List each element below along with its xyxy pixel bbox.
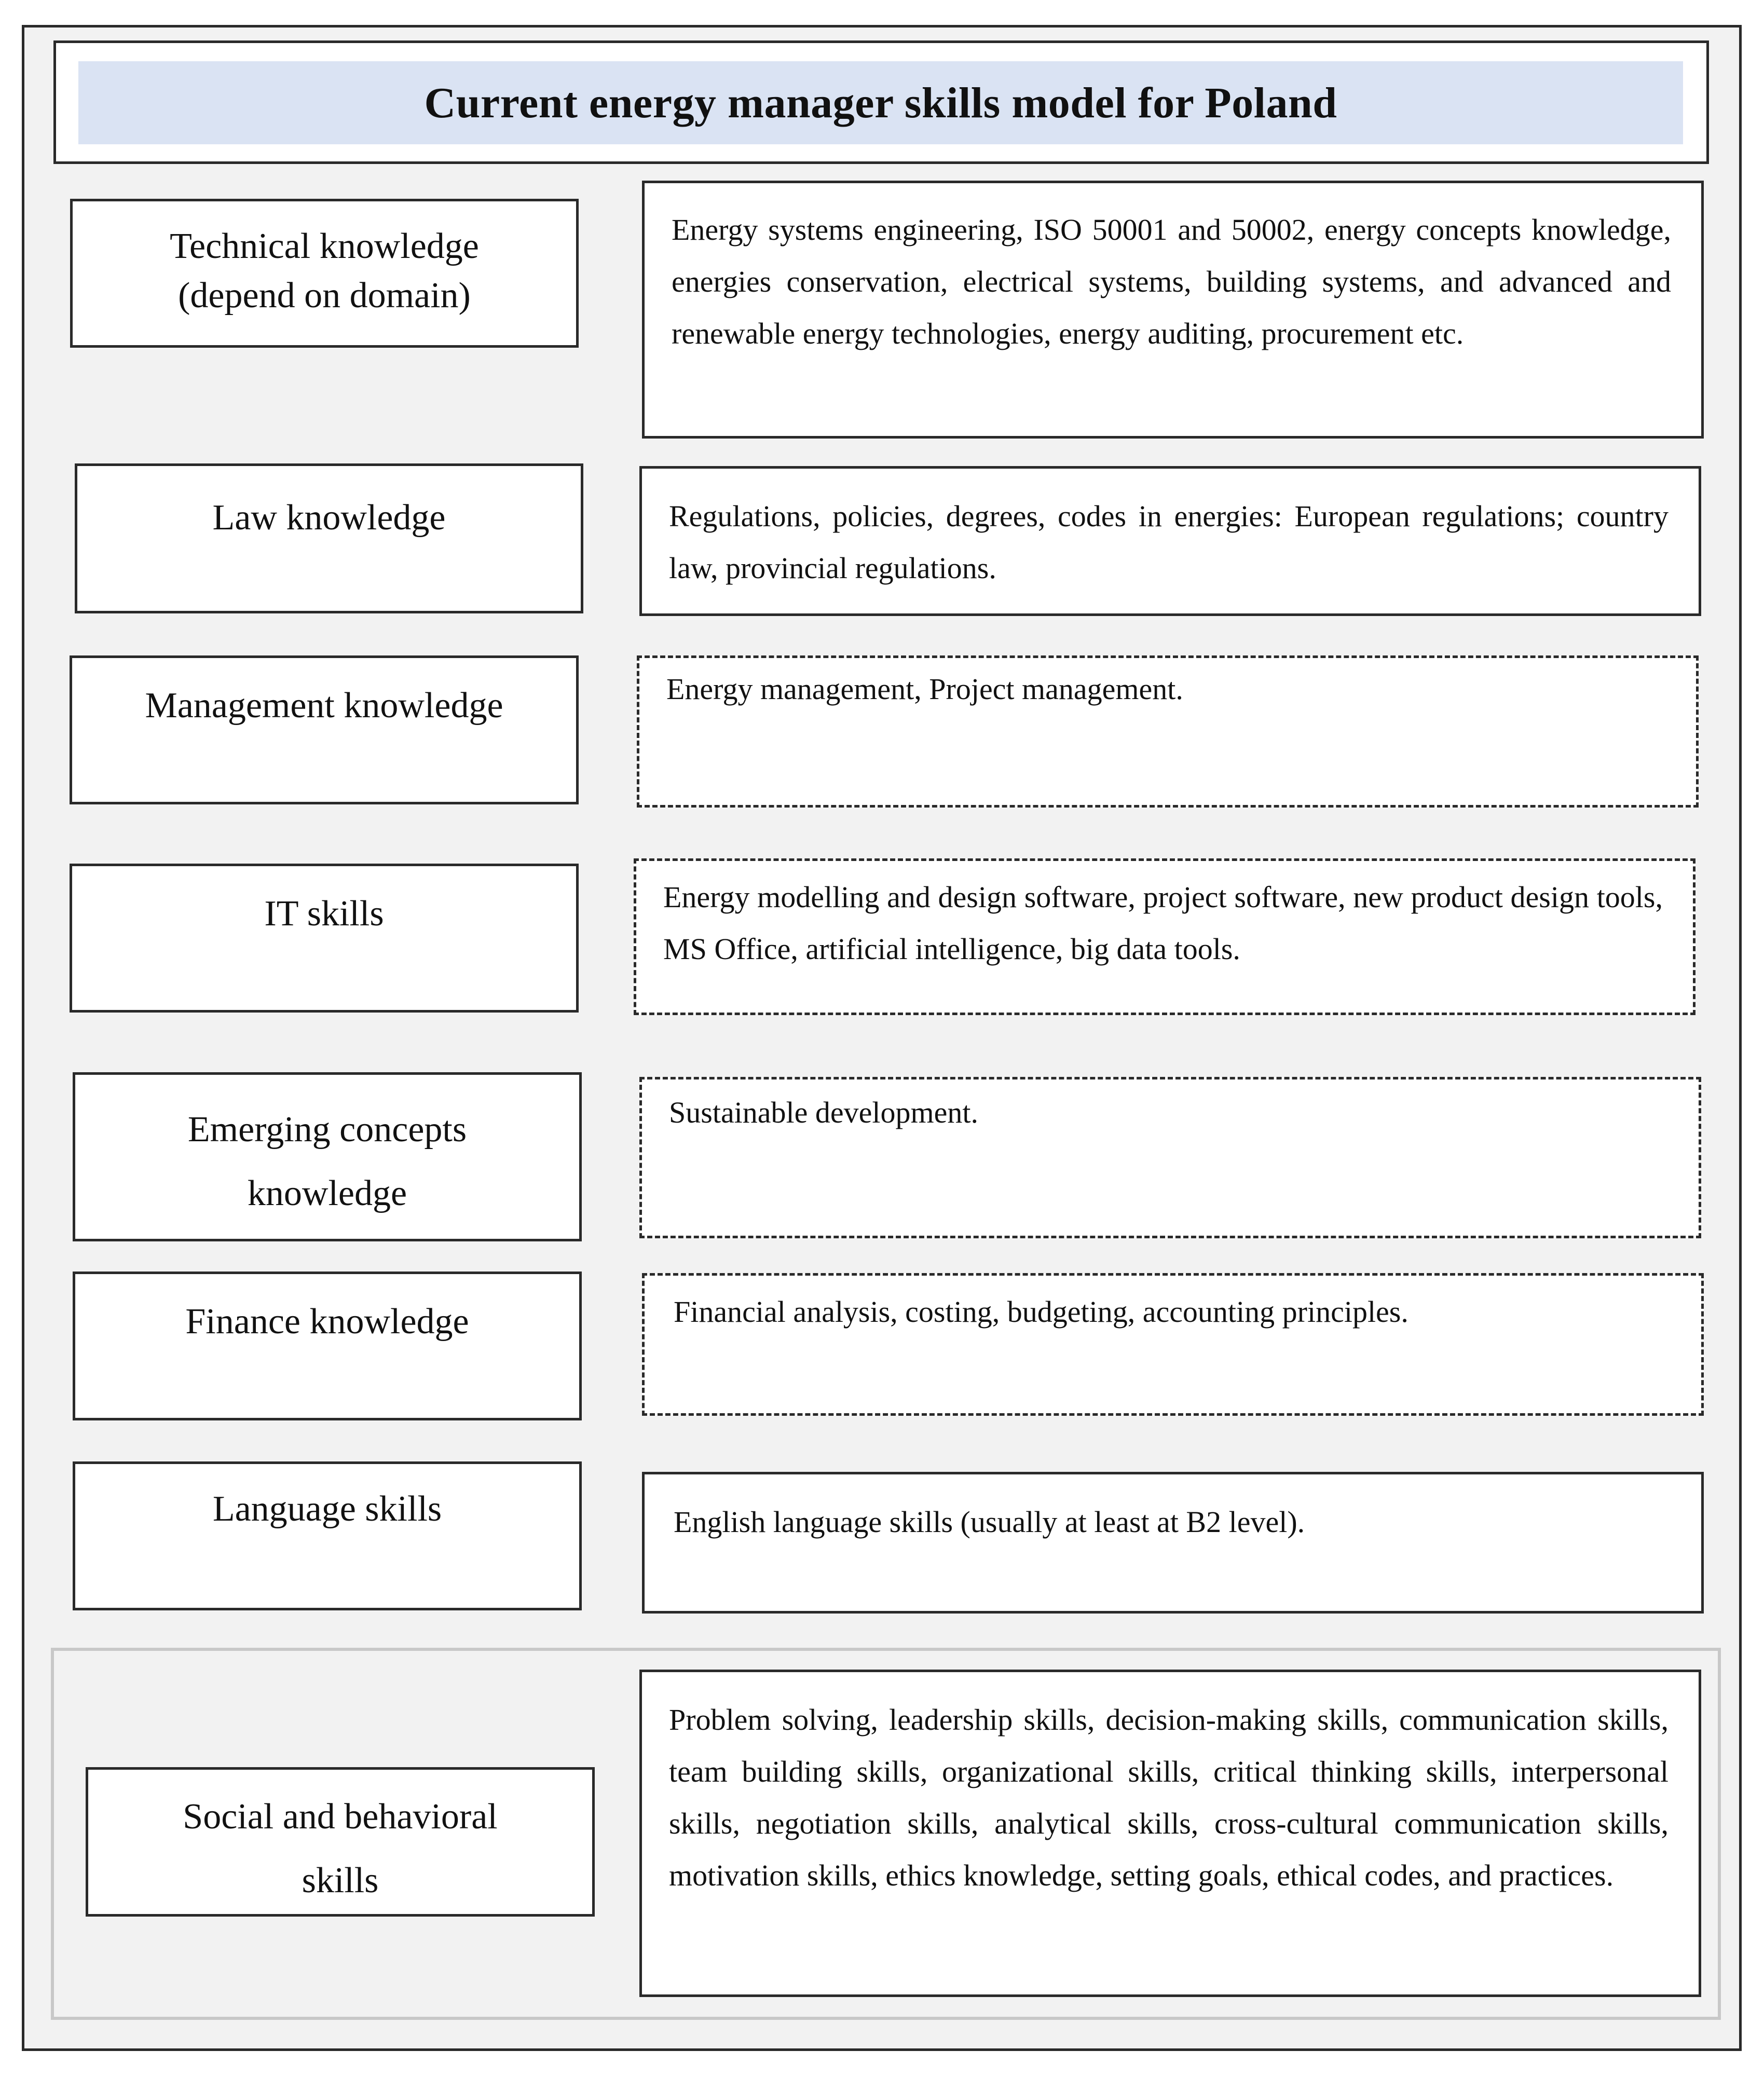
skill-label-social-behavioral bbox=[86, 1767, 595, 1917]
skill-description-social-behavioral: Problem solving, leadership skills, decision-making skills, communication skills, team building skills, organizational skills, critical thinking skills, interpersonal skills, negotiation skills, analytical skills, cross-cultural communication skills, motivation skills, ethics knowledge, setting goals, ethical codes, and practices. bbox=[639, 1670, 1701, 1997]
title-banner bbox=[78, 61, 1683, 144]
skill-label-line: (depend on domain) bbox=[178, 275, 471, 316]
skill-label-line: Finance knowledge bbox=[185, 1302, 469, 1342]
skill-label-line: Management knowledge bbox=[145, 686, 503, 726]
skill-description-emerging-concepts: Sustainable development. bbox=[639, 1077, 1701, 1238]
skill-description-management: Energy management, Project management. bbox=[637, 655, 1699, 808]
skill-label-management bbox=[70, 655, 579, 804]
skill-description-finance: Financial analysis, costing, budgeting, accounting principles. bbox=[642, 1273, 1704, 1416]
skill-label-line: IT skills bbox=[264, 894, 384, 934]
skill-label-line: Emerging concepts bbox=[187, 1110, 467, 1150]
diagram-title: Current energy manager skills model for Poland bbox=[424, 78, 1337, 127]
skill-label-technical bbox=[70, 199, 579, 348]
skill-description-technical: Energy systems engineering, ISO 50001 and 50002, energy concepts knowledge, energies conservation, electrical systems, building systems, and advanced and renewable energy technologies, energy auditing, procurement etc. bbox=[642, 181, 1704, 439]
skill-description-it: Energy modelling and design software, project software, new product design tools, MS Office, artificial intelligence, big data tools. bbox=[634, 858, 1695, 1015]
skill-label-line: skills bbox=[302, 1860, 379, 1901]
skill-description-language: English language skills (usually at least at B2 level). bbox=[642, 1472, 1704, 1614]
title-box bbox=[53, 40, 1709, 164]
skill-label-line: Law knowledge bbox=[212, 498, 446, 538]
skill-description-law: Regulations, policies, degrees, codes in energies: European regulations; country law, provincial regulations. bbox=[639, 466, 1701, 616]
skill-label-line: Technical knowledge bbox=[170, 226, 479, 266]
skill-label-language bbox=[73, 1461, 582, 1610]
skill-label-line: knowledge bbox=[247, 1173, 407, 1213]
skill-label-line: Social and behavioral bbox=[183, 1797, 498, 1837]
skill-label-emerging-concepts bbox=[73, 1072, 582, 1241]
skill-label-it bbox=[70, 864, 579, 1013]
skill-label-law bbox=[75, 463, 583, 613]
skill-label-line: Language skills bbox=[212, 1489, 442, 1529]
skill-label-finance bbox=[73, 1272, 582, 1420]
